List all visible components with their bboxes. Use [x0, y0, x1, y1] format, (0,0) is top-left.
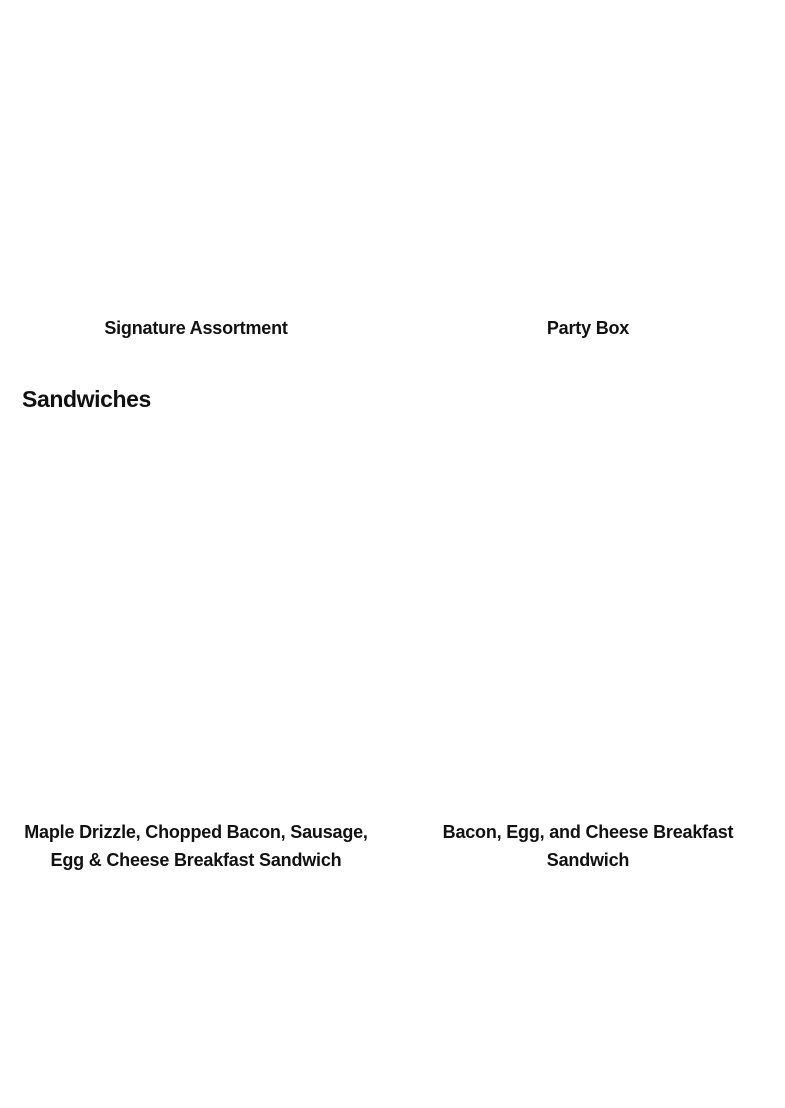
product-title[interactable]: Maple Drizzle, Chopped Bacon, Sausage, Egg & Cheese Breakfast Sandwich: [24, 822, 368, 870]
product-title[interactable]: Bacon, Egg, and Cheese Breakfast Sandwich: [442, 822, 734, 870]
product-card-maple-drizzle-sandwich[interactable]: [0, 425, 392, 905]
product-image[interactable]: [408, 425, 768, 805]
assortment-product-grid: [0, 0, 785, 360]
product-card-bacon-egg-cheese-sandwich[interactable]: [392, 425, 784, 905]
section-heading-sandwiches: Sandwiches: [22, 386, 151, 412]
product-card-signature-assortment[interactable]: [0, 0, 392, 360]
product-title[interactable]: Signature Assortment: [104, 318, 288, 338]
product-image[interactable]: [16, 0, 376, 300]
product-image[interactable]: [408, 0, 768, 300]
product-card-party-box[interactable]: [392, 0, 784, 360]
product-title[interactable]: Party Box: [546, 318, 630, 338]
sandwich-product-grid: [0, 425, 785, 905]
product-image[interactable]: [16, 425, 376, 805]
